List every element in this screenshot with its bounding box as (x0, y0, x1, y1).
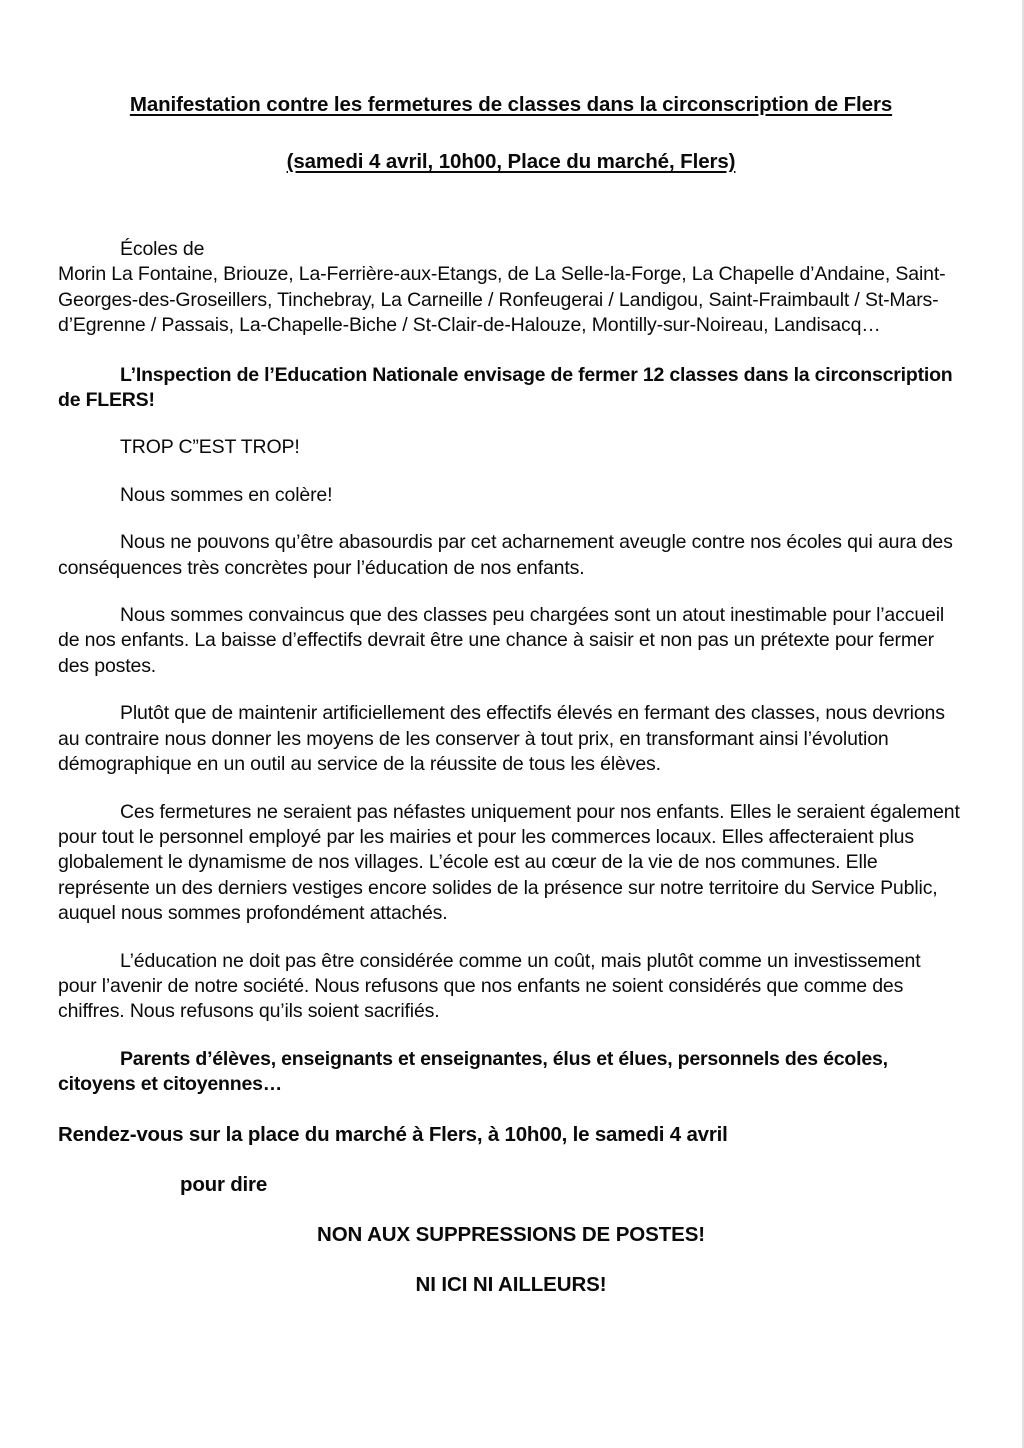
page-subtitle-text: (samedi 4 avril, 10h00, Place du marché, Flers) (286, 150, 736, 173)
spacer (58, 1148, 964, 1172)
paragraph-education: L’éducation ne doit pas être considérée comme un coût, mais plutôt comme un investissement pour l’avenir de notre société. Nous refusons que nos enfants ne soient considérés que comme des chiffres. Nous refusons qu’ils soient sacrifiés. (58, 949, 921, 1023)
inspection-callout: L’Inspection de l’Education Nationale envisage de fermer 12 classes dans la circonscription de FLERS! (58, 363, 953, 412)
spacer (58, 339, 964, 363)
line-nous-sommes-en-colere: Nous sommes en colère! (120, 483, 333, 506)
schools-list: Morin La Fontaine, Briouze, La-Ferrière-aux-Etangs, de La Selle-la-Forge, La Chapelle d’Andaine, Saint-Georges-des-Groseillers, Tinchebray, La Carneille / Ronfeugerai / Landigou, Saint-Fraimbault / St-Mars-d’Egrenne / Passais, La-Chapelle-Biche / St-Clair-de-Halouze, Montilly-sur-Noireau, Landisacq… (58, 263, 946, 337)
spacer (58, 778, 964, 800)
slogan-ni-ici-ni-ailleurs: NI ICI NI AILLEURS! (415, 1272, 607, 1296)
page-title-text: Manifestation contre les fermetures de classes dans la circonscription de Flers (129, 93, 893, 116)
spacer (58, 508, 964, 530)
rendez-vous-line: Rendez-vous sur la place du marché à Flers, à 10h00, le samedi 4 avril (58, 1122, 728, 1146)
paragraph-plutot: Plutôt que de maintenir artificiellement des effectifs élevés en fermant des classes, nous devrions au contraire nous donner les moyens de les conserver à tout prix, en transformant ainsi l’évolution démographique en un outil au service de la réussite de tous les élèves. (58, 702, 945, 776)
spacer (58, 175, 964, 237)
spacer (58, 413, 964, 435)
page-title (58, 0, 964, 118)
paragraph-abasourdis: Nous ne pouvons qu’être abasourdis par cet acharnement aveugle contre nos écoles qui aura des conséquences très concrètes pour l’éducation de nos enfants. (58, 531, 953, 579)
spacer (58, 461, 964, 483)
spacer (58, 679, 964, 701)
spacer (58, 1248, 964, 1272)
document-body (58, 0, 964, 1298)
spacer (58, 581, 964, 603)
spacer (58, 927, 964, 949)
slogan-non-aux-suppressions: NON AUX SUPPRESSIONS DE POSTES! (317, 1222, 705, 1246)
schools-heading: Écoles de (120, 238, 205, 260)
paragraph-fermetures: Ces fermetures ne seraient pas néfastes uniquement pour nos enfants. Elles le seraient également pour tout le personnel employé par les mairies et pour les commerces locaux. Elles affecteraient plus globalement le dynamisme de nos villages. L’école est au cœur de la vie de nos communes. Elle représente un des derniers vestiges encore solides de la présence sur notre territoire du Service Public, auquel nous sommes profondément attachés. (58, 800, 960, 925)
spacer (58, 1198, 964, 1222)
call-to-parents: Parents d’élèves, enseignants et enseignantes, élus et élues, personnels des écoles, citoyens et citoyennes… (58, 1047, 888, 1096)
paragraph-convaincus: Nous sommes convaincus que des classes peu chargées sont un atout inestimable pour l’accueil de nos enfants. La baisse d’effectifs devrait être une chance à saisir et non pas un prétexte pour fermer des postes. (58, 604, 945, 677)
pour-dire-line: pour dire (180, 1172, 268, 1196)
spacer (58, 1098, 964, 1122)
page-subtitle (58, 118, 964, 175)
line-trop-cest-trop: TROP C”EST TROP! (120, 436, 300, 459)
spacer (58, 1025, 964, 1047)
